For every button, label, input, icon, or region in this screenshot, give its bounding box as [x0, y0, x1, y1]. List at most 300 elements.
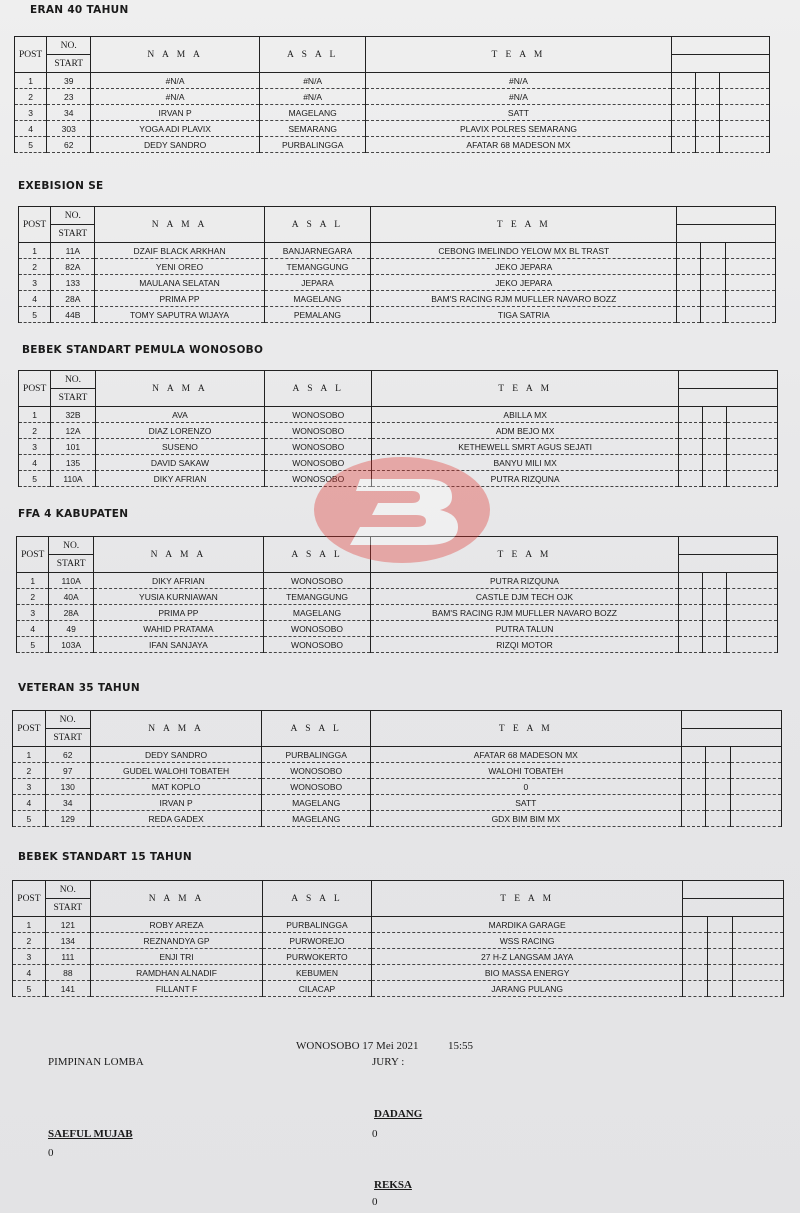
header-start: START: [51, 389, 95, 407]
post-cell: 5: [13, 811, 46, 827]
post-cell: 4: [15, 121, 47, 137]
post-cell: 2: [19, 423, 51, 439]
header-blank: [678, 555, 777, 573]
blank-cell: [681, 795, 706, 811]
table-row: [13, 933, 784, 949]
blank-cell: [725, 243, 775, 259]
asal-cell: TEMANGGUNG: [264, 259, 371, 275]
header-no: NO.: [51, 207, 95, 225]
post-cell: 2: [13, 933, 46, 949]
start-number-cell: 133: [51, 275, 95, 291]
pimpinan-value: 0: [48, 1147, 54, 1159]
asal-cell: PEMALANG: [264, 307, 371, 323]
start-number-cell: 141: [45, 981, 90, 997]
blank-cell: [671, 89, 695, 105]
table-row: [13, 981, 784, 997]
table-row: [15, 89, 770, 105]
team-cell: PUTRA RIZQUNA: [372, 471, 679, 487]
post-cell: 3: [13, 779, 46, 795]
start-number-cell: 101: [51, 439, 95, 455]
post-cell: 3: [15, 105, 47, 121]
start-number-cell: 97: [45, 763, 90, 779]
nama-cell: YOGA ADI PLAVIX: [91, 121, 260, 137]
header-start: START: [47, 55, 91, 73]
team-cell: KETHEWELL SMRT AGUS SEJATI: [372, 439, 679, 455]
header-nama: N A M A: [95, 371, 265, 407]
team-cell: JEKO JEPARA: [371, 259, 677, 275]
blank-cell: [732, 965, 783, 981]
start-number-cell: 134: [45, 933, 90, 949]
blank-cell: [719, 137, 769, 153]
section-title: EXEBISION SE: [18, 180, 104, 192]
blank-cell: [681, 747, 706, 763]
team-cell: 27 H-Z LANGSAM JAYA: [371, 949, 683, 965]
asal-cell: WONOSOBO: [263, 573, 370, 589]
table-row: [19, 291, 776, 307]
header-nama: N A M A: [95, 207, 264, 243]
blank-cell: [701, 243, 725, 259]
table-row: [17, 589, 778, 605]
asal-cell: WONOSOBO: [265, 407, 372, 423]
blank-cell: [703, 605, 727, 621]
table-row: [19, 243, 776, 259]
asal-cell: WONOSOBO: [263, 621, 370, 637]
team-cell: CASTLE DJM TECH OJK: [371, 589, 679, 605]
nama-cell: ROBY AREZA: [90, 917, 262, 933]
post-cell: 5: [15, 137, 47, 153]
blank-cell: [727, 621, 778, 637]
header-asal: A S A L: [262, 711, 370, 747]
blank-cell: [677, 291, 701, 307]
header-blank: [671, 37, 769, 55]
blank-cell: [677, 307, 701, 323]
blank-cell: [727, 589, 778, 605]
nama-cell: DIAZ LORENZO: [95, 423, 265, 439]
table-row: [13, 795, 782, 811]
header-blank: [683, 881, 784, 899]
header-no: NO.: [45, 711, 90, 729]
post-cell: 1: [19, 243, 51, 259]
blank-cell: [727, 605, 778, 621]
blank-cell: [671, 73, 695, 89]
table-row: [15, 73, 770, 89]
post-cell: 5: [13, 981, 46, 997]
blank-cell: [706, 747, 731, 763]
start-number-cell: 111: [45, 949, 90, 965]
header-team: T E A M: [371, 881, 683, 917]
nama-cell: DEDY SANDRO: [91, 137, 260, 153]
post-cell: 5: [17, 637, 49, 653]
blank-cell: [725, 275, 775, 291]
asal-cell: PURWOREJO: [263, 933, 372, 949]
start-number-cell: 34: [45, 795, 90, 811]
team-cell: RIZQI MOTOR: [371, 637, 679, 653]
team-cell: CEBONG IMELINDO YELOW MX BL TRAST: [371, 243, 677, 259]
blank-cell: [730, 811, 781, 827]
post-cell: 2: [15, 89, 47, 105]
team-cell: WALOHI TOBATEH: [370, 763, 681, 779]
nama-cell: MAT KOPLO: [90, 779, 262, 795]
blank-cell: [703, 439, 727, 455]
blank-cell: [732, 933, 783, 949]
blank-cell: [727, 573, 778, 589]
blank-cell: [677, 259, 701, 275]
blank-cell: [703, 423, 727, 439]
blank-cell: [695, 137, 719, 153]
blank-cell: [677, 275, 701, 291]
blank-cell: [677, 243, 701, 259]
header-blank: [681, 711, 781, 729]
asal-cell: BANJARNEGARA: [264, 243, 371, 259]
header-asal: A S A L: [259, 37, 365, 73]
asal-cell: WONOSOBO: [265, 423, 372, 439]
start-number-cell: 129: [45, 811, 90, 827]
asal-cell: MAGELANG: [263, 605, 370, 621]
start-number-cell: 62: [45, 747, 90, 763]
results-table: [12, 880, 784, 997]
header-blank: [677, 225, 776, 243]
header-team: T E A M: [372, 371, 679, 407]
team-cell: AFATAR 68 MADESON MX: [366, 137, 671, 153]
header-team: T E A M: [366, 37, 671, 73]
blank-cell: [706, 779, 731, 795]
asal-cell: WONOSOBO: [262, 779, 370, 795]
blank-cell: [727, 407, 778, 423]
nama-cell: DAVID SAKAW: [95, 455, 265, 471]
blank-cell: [703, 573, 727, 589]
team-cell: 0: [370, 779, 681, 795]
jury-value-2: 0: [372, 1196, 378, 1208]
nama-cell: PRIMA PP: [93, 605, 263, 621]
blank-cell: [695, 89, 719, 105]
post-cell: 3: [19, 439, 51, 455]
post-cell: 2: [19, 259, 51, 275]
asal-cell: WONOSOBO: [265, 439, 372, 455]
blank-cell: [678, 605, 702, 621]
start-number-cell: 303: [47, 121, 91, 137]
blank-cell: [708, 981, 733, 997]
start-number-cell: 23: [47, 89, 91, 105]
header-nama: N A M A: [93, 537, 263, 573]
team-cell: #N/A: [366, 89, 671, 105]
jury-label: JURY :: [372, 1056, 405, 1068]
pimpinan-name: SAEFUL MUJAB: [48, 1128, 133, 1140]
blank-cell: [683, 933, 708, 949]
blank-cell: [708, 917, 733, 933]
nama-cell: IFAN SANJAYA: [93, 637, 263, 653]
start-number-cell: 12A: [51, 423, 95, 439]
start-number-cell: 11A: [51, 243, 95, 259]
header-nama: N A M A: [90, 711, 262, 747]
post-cell: 5: [19, 307, 51, 323]
table-row: [17, 605, 778, 621]
nama-cell: IRVAN P: [90, 795, 262, 811]
nama-cell: DEDY SANDRO: [90, 747, 262, 763]
start-number-cell: 32B: [51, 407, 95, 423]
blank-cell: [730, 747, 781, 763]
blank-cell: [701, 307, 725, 323]
team-cell: PUTRA TALUN: [371, 621, 679, 637]
blank-cell: [701, 291, 725, 307]
blank-cell: [730, 795, 781, 811]
post-cell: 1: [13, 917, 46, 933]
start-number-cell: 34: [47, 105, 91, 121]
table-row: [19, 423, 778, 439]
start-number-cell: 49: [49, 621, 94, 637]
table-row: [13, 747, 782, 763]
team-cell: SATT: [366, 105, 671, 121]
start-number-cell: 40A: [49, 589, 94, 605]
blank-cell: [732, 981, 783, 997]
blank-cell: [679, 407, 703, 423]
table-row: [13, 965, 784, 981]
nama-cell: RAMDHAN ALNADIF: [90, 965, 262, 981]
header-team: T E A M: [371, 537, 679, 573]
blank-cell: [679, 471, 703, 487]
table-row: [13, 811, 782, 827]
start-number-cell: 110A: [49, 573, 94, 589]
blank-cell: [730, 763, 781, 779]
asal-cell: WONOSOBO: [265, 471, 372, 487]
post-cell: 4: [17, 621, 49, 637]
asal-cell: WONOSOBO: [262, 763, 370, 779]
asal-cell: MAGELANG: [264, 291, 371, 307]
table-row: [15, 105, 770, 121]
nama-cell: DIKY AFRIAN: [93, 573, 263, 589]
section-title: ERAN 40 TAHUN: [30, 4, 129, 16]
post-cell: 1: [15, 73, 47, 89]
blank-cell: [683, 949, 708, 965]
team-cell: BIO MASSA ENERGY: [371, 965, 683, 981]
post-cell: 4: [13, 965, 46, 981]
blank-cell: [678, 589, 702, 605]
team-cell: PLAVIX POLRES SEMARANG: [366, 121, 671, 137]
jury-name-1: DADANG: [374, 1108, 423, 1120]
section-title: VETERAN 35 TAHUN: [18, 682, 140, 694]
nama-cell: SUSENO: [95, 439, 265, 455]
nama-cell: REZNANDYA GP: [90, 933, 262, 949]
start-number-cell: 39: [47, 73, 91, 89]
blank-cell: [725, 307, 775, 323]
blank-cell: [725, 259, 775, 275]
start-number-cell: 110A: [51, 471, 95, 487]
blank-cell: [725, 291, 775, 307]
jury-value-1: 0: [372, 1128, 378, 1140]
table-row: [19, 275, 776, 291]
blank-cell: [708, 933, 733, 949]
blank-cell: [695, 73, 719, 89]
post-cell: 5: [19, 471, 51, 487]
asal-cell: #N/A: [259, 73, 365, 89]
blank-cell: [695, 121, 719, 137]
nama-cell: #N/A: [91, 89, 260, 105]
blank-cell: [719, 105, 769, 121]
post-cell: 3: [19, 275, 51, 291]
place-date: WONOSOBO 17 Mei 2021: [296, 1040, 419, 1052]
blank-cell: [727, 637, 778, 653]
blank-cell: [683, 981, 708, 997]
team-cell: TIGA SATRIA: [371, 307, 677, 323]
results-table: [14, 36, 770, 153]
team-cell: AFATAR 68 MADESON MX: [370, 747, 681, 763]
blank-cell: [671, 105, 695, 121]
blank-cell: [706, 811, 731, 827]
header-asal: A S A L: [265, 371, 372, 407]
asal-cell: PURWOKERTO: [263, 949, 372, 965]
time: 15:55: [448, 1040, 474, 1052]
blank-cell: [701, 259, 725, 275]
header-blank: [683, 899, 784, 917]
blank-cell: [727, 423, 778, 439]
table-row: [19, 259, 776, 275]
nama-cell: TOMY SAPUTRA WIJAYA: [95, 307, 264, 323]
blank-cell: [679, 439, 703, 455]
blank-cell: [695, 105, 719, 121]
nama-cell: WAHID PRATAMA: [93, 621, 263, 637]
header-blank: [679, 371, 778, 389]
header-nama: N A M A: [90, 881, 262, 917]
blank-cell: [703, 621, 727, 637]
nama-cell: YUSIA KURNIAWAN: [93, 589, 263, 605]
asal-cell: CILACAP: [263, 981, 372, 997]
blank-cell: [681, 763, 706, 779]
asal-cell: SEMARANG: [259, 121, 365, 137]
nama-cell: YENI OREO: [95, 259, 264, 275]
blank-cell: [732, 917, 783, 933]
start-number-cell: 82A: [51, 259, 95, 275]
table-row: [19, 307, 776, 323]
header-no: NO.: [51, 371, 95, 389]
blank-cell: [708, 965, 733, 981]
header-no: NO.: [47, 37, 91, 55]
blank-cell: [683, 917, 708, 933]
header-blank: [677, 207, 776, 225]
table-row: [13, 949, 784, 965]
table-row: [13, 917, 784, 933]
table-row: [17, 573, 778, 589]
asal-cell: #N/A: [259, 89, 365, 105]
blank-cell: [719, 121, 769, 137]
blank-cell: [703, 589, 727, 605]
blank-cell: [706, 763, 731, 779]
team-cell: PUTRA RIZQUNA: [371, 573, 679, 589]
nama-cell: #N/A: [91, 73, 260, 89]
post-cell: 3: [13, 949, 46, 965]
header-no: NO.: [45, 881, 90, 899]
asal-cell: KEBUMEN: [263, 965, 372, 981]
nama-cell: GUDEL WALOHI TOBATEH: [90, 763, 262, 779]
blank-cell: [719, 89, 769, 105]
nama-cell: AVA: [95, 407, 265, 423]
header-asal: A S A L: [264, 207, 371, 243]
blank-cell: [681, 779, 706, 795]
blank-cell: [679, 423, 703, 439]
blank-cell: [679, 455, 703, 471]
nama-cell: FILLANT F: [90, 981, 262, 997]
asal-cell: WONOSOBO: [265, 455, 372, 471]
asal-cell: JEPARA: [264, 275, 371, 291]
asal-cell: TEMANGGUNG: [263, 589, 370, 605]
nama-cell: IRVAN P: [91, 105, 260, 121]
b-logo-watermark: [312, 455, 492, 565]
post-cell: 1: [13, 747, 46, 763]
team-cell: MARDIKA GARAGE: [371, 917, 683, 933]
start-number-cell: 121: [45, 917, 90, 933]
header-blank: [679, 389, 778, 407]
blank-cell: [671, 121, 695, 137]
header-asal: A S A L: [263, 881, 372, 917]
section-title: BEBEK STANDART 15 TAHUN: [18, 851, 192, 863]
blank-cell: [671, 137, 695, 153]
blank-cell: [678, 637, 702, 653]
nama-cell: DIKY AFRIAN: [95, 471, 265, 487]
header-team: T E A M: [370, 711, 681, 747]
blank-cell: [678, 573, 702, 589]
blank-cell: [708, 949, 733, 965]
header-post: POST: [15, 37, 47, 73]
blank-cell: [730, 779, 781, 795]
header-start: START: [49, 555, 94, 573]
nama-cell: ENJI TRI: [90, 949, 262, 965]
team-cell: GDX BIM BIM MX: [370, 811, 681, 827]
header-no: NO.: [49, 537, 94, 555]
header-post: POST: [17, 537, 49, 573]
team-cell: WSS RACING: [371, 933, 683, 949]
asal-cell: PURBALINGGA: [262, 747, 370, 763]
table-row: [15, 121, 770, 137]
header-nama: N A M A: [91, 37, 260, 73]
team-cell: #N/A: [366, 73, 671, 89]
team-cell: BAM'S RACING RJM MUFLLER NAVARO BOZZ: [371, 605, 679, 621]
blank-cell: [727, 439, 778, 455]
blank-cell: [703, 637, 727, 653]
section-title: FFA 4 KABUPATEN: [18, 508, 129, 520]
table-row: [13, 763, 782, 779]
post-cell: 1: [19, 407, 51, 423]
nama-cell: DZAIF BLACK ARKHAN: [95, 243, 264, 259]
start-number-cell: 44B: [51, 307, 95, 323]
post-cell: 4: [13, 795, 46, 811]
header-asal: A S A L: [263, 537, 370, 573]
blank-cell: [703, 407, 727, 423]
table-row: [19, 439, 778, 455]
asal-cell: MAGELANG: [262, 811, 370, 827]
blank-cell: [706, 795, 731, 811]
results-table: [12, 710, 782, 827]
header-post: POST: [19, 207, 51, 243]
table-row: [17, 621, 778, 637]
asal-cell: PURBALINGGA: [259, 137, 365, 153]
start-number-cell: 130: [45, 779, 90, 795]
nama-cell: PRIMA PP: [95, 291, 264, 307]
pimpinan-label: PIMPINAN LOMBA: [48, 1056, 144, 1068]
header-post: POST: [19, 371, 51, 407]
blank-cell: [727, 471, 778, 487]
nama-cell: MAULANA SELATAN: [95, 275, 264, 291]
start-number-cell: 62: [47, 137, 91, 153]
team-cell: SATT: [370, 795, 681, 811]
post-cell: 4: [19, 291, 51, 307]
blank-cell: [683, 965, 708, 981]
team-cell: ABILLA MX: [372, 407, 679, 423]
table-row: [17, 637, 778, 653]
team-cell: JARANG PULANG: [371, 981, 683, 997]
post-cell: 1: [17, 573, 49, 589]
post-cell: 2: [13, 763, 46, 779]
header-start: START: [51, 225, 95, 243]
table-row: [13, 779, 782, 795]
team-cell: JEKO JEPARA: [371, 275, 677, 291]
